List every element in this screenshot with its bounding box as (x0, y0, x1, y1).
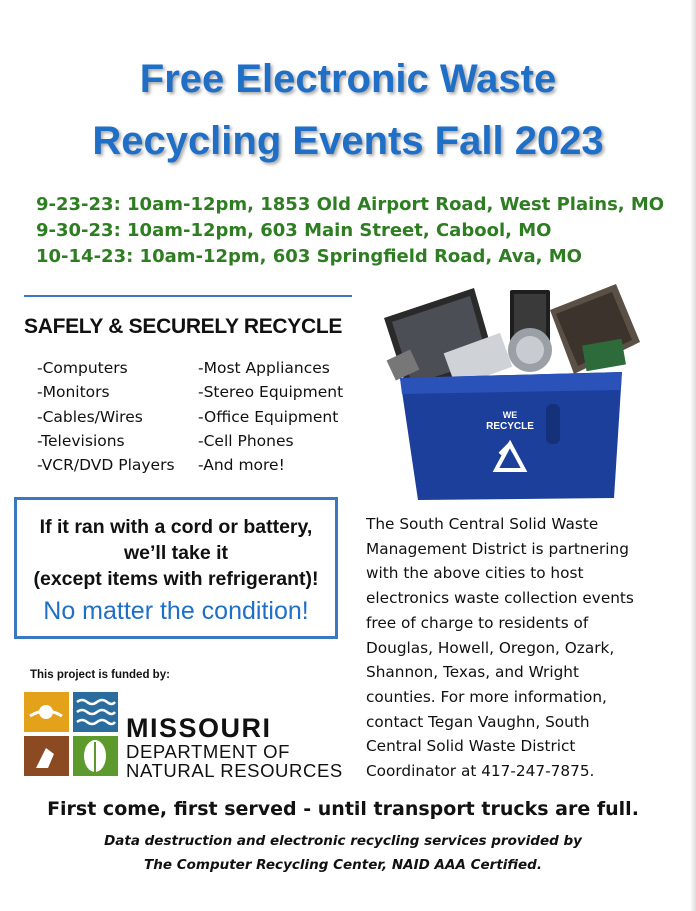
list-item: -VCR/DVD Players (37, 456, 175, 475)
event-item: 9-23-23: 10am-12pm, 1853 Old Airport Road, West Plains, MO (36, 194, 665, 215)
event-list (36, 192, 664, 270)
missouri-dnr-logo-icon (24, 692, 118, 776)
recycle-list-left (37, 356, 175, 477)
blue-bin (400, 372, 622, 500)
list-item: -Most Appliances (198, 359, 330, 377)
description-line: Central Solid Waste District (366, 737, 576, 756)
description-line: with the above cities to host (366, 564, 584, 583)
callout-line-2: we’ll take it (123, 542, 229, 564)
list-item: -Televisions (37, 431, 125, 450)
list-item: -And more! (198, 456, 285, 475)
flyer-title-line-2: Recycling Events Fall 2023 (92, 119, 604, 163)
recycling-bin-image (378, 282, 644, 502)
description-line: Shannon, Texas, and Wright (366, 663, 579, 682)
bin-label-line-2: RECYCLE (486, 421, 534, 432)
callout-line-3: (except items with refrigerant)! (33, 568, 319, 590)
provider-line-1: Data destruction and electronic recycling services provided by (104, 833, 582, 849)
callout-line-1: If it ran with a cord or battery, (39, 516, 313, 538)
description-line: Coordinator at 417-247-7875. (366, 762, 595, 781)
list-item: -Office Equipment (198, 407, 339, 426)
event-item: 9-30-23: 10am-12pm, 603 Main Street, Cabool, MO (36, 220, 552, 241)
description-line: Douglas, Howell, Oregon, Ozark, (366, 638, 615, 657)
dnr-name-line-3: NATURAL RESOURCES (126, 760, 343, 781)
description-line: contact Tegan Vaughn, South (366, 712, 590, 731)
list-item: -Monitors (37, 383, 110, 402)
list-item: -Stereo Equipment (198, 383, 344, 402)
list-item: -Cell Phones (198, 431, 294, 450)
description-line: free of charge to residents of (366, 613, 589, 632)
description-line: Management District is partnering (366, 539, 629, 558)
funding-label: This project is funded by: (30, 669, 170, 681)
event-item: 10-14-23: 10am-12pm, 603 Springfield Road, Ava, MO (36, 246, 582, 267)
dnr-name-line-1: MISSOURI (126, 713, 272, 743)
list-item: -Computers (37, 359, 128, 377)
callout-box (14, 497, 338, 639)
first-come-notice: First come, first served - until transport trucks are full. (47, 798, 639, 820)
recycle-heading: SAFELY & SECURELY RECYCLE (24, 315, 343, 338)
callout-line-4: No matter the condition! (43, 597, 309, 625)
flyer-title-line-1: Free Electronic Waste (139, 57, 557, 101)
bin-label-line-1: WE (502, 410, 518, 420)
recycle-list-right (198, 356, 343, 477)
description-line: The South Central Solid Waste (366, 515, 599, 533)
dnr-name-line-2: DEPARTMENT OF (126, 741, 291, 762)
section-divider (24, 295, 352, 297)
list-item: -Cables/Wires (37, 407, 143, 426)
description-paragraph (366, 512, 666, 784)
description-line: electronics waste collection events (366, 589, 634, 608)
description-line: counties. For more information, (366, 687, 607, 706)
provider-line-2: The Computer Recycling Center, NAID AAA Certified. (144, 857, 542, 873)
